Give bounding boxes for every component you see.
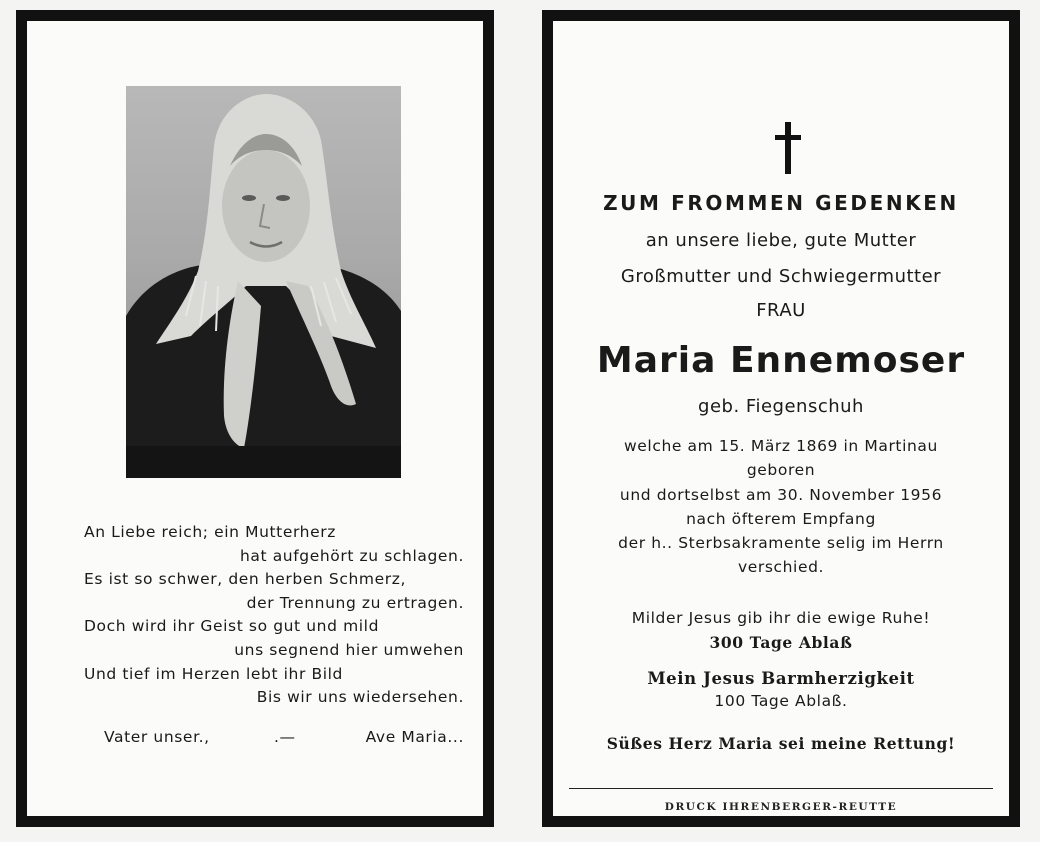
poem-line: Doch wird ihr Geist so gut und mild xyxy=(84,617,380,636)
portrait-illustration xyxy=(126,86,401,478)
poem-line: uns segnend hier umwehen xyxy=(234,640,464,659)
memorial-heading: ZUM FROMMEN GEDENKEN xyxy=(603,191,959,215)
prayer-line: Milder Jesus gib ihr die ewige Ruhe! xyxy=(631,609,931,627)
printer-credit: DRUCK IHRENBERGER-REUTTE xyxy=(664,801,898,813)
intro-line: an unsere liebe, gute Mutter xyxy=(645,230,917,251)
indulgence-line: 300 Tage Ablaß xyxy=(709,633,853,652)
detail-line: geboren xyxy=(746,461,816,479)
intro-line: Großmutter und Schwiegermutter xyxy=(620,266,942,287)
prayer-separator: .— xyxy=(274,728,296,746)
detail-line: und dortselbst am 30. November 1956 xyxy=(619,486,943,504)
right-card xyxy=(542,10,1020,827)
poem-line: Es ist so schwer, den herben Schmerz, xyxy=(84,570,406,589)
deceased-name: Maria Ennemoser xyxy=(596,340,966,381)
intro-line: FRAU xyxy=(756,300,806,321)
detail-line: verschied. xyxy=(737,558,825,576)
prayer-line: Süßes Herz Maria sei meine Rettung! xyxy=(606,734,956,753)
poem-line: An Liebe reich; ein Mutterherz xyxy=(84,523,336,541)
poem-line: Und tief im Herzen lebt ihr Bild xyxy=(84,664,343,683)
prayer-line: Mein Jesus Barmherzigkeit xyxy=(647,669,915,688)
poem-line: hat aufgehört zu schlagen. xyxy=(239,546,464,565)
detail-line: nach öfterem Empfang xyxy=(686,510,876,528)
detail-line: welche am 15. März 1869 in Martinau xyxy=(624,437,938,455)
prayer-ave-maria: Ave Maria... xyxy=(365,728,464,746)
memorial-poem xyxy=(84,521,464,710)
detail-line: der h.. Sterbsakramente selig im Herrn xyxy=(618,534,944,552)
divider-rule xyxy=(569,788,993,789)
portrait-photo xyxy=(126,86,401,478)
cross-icon xyxy=(775,122,801,174)
indulgence-line: 100 Tage Ablaß. xyxy=(714,692,848,710)
birth-name: geb. Fiegenschuh xyxy=(698,396,864,417)
left-card xyxy=(16,10,494,827)
poem-line: Bis wir uns wiedersehen. xyxy=(256,688,464,707)
poem-line: der Trennung zu ertragen. xyxy=(246,593,464,612)
prayer-vater-unser: Vater unser., xyxy=(104,728,210,746)
